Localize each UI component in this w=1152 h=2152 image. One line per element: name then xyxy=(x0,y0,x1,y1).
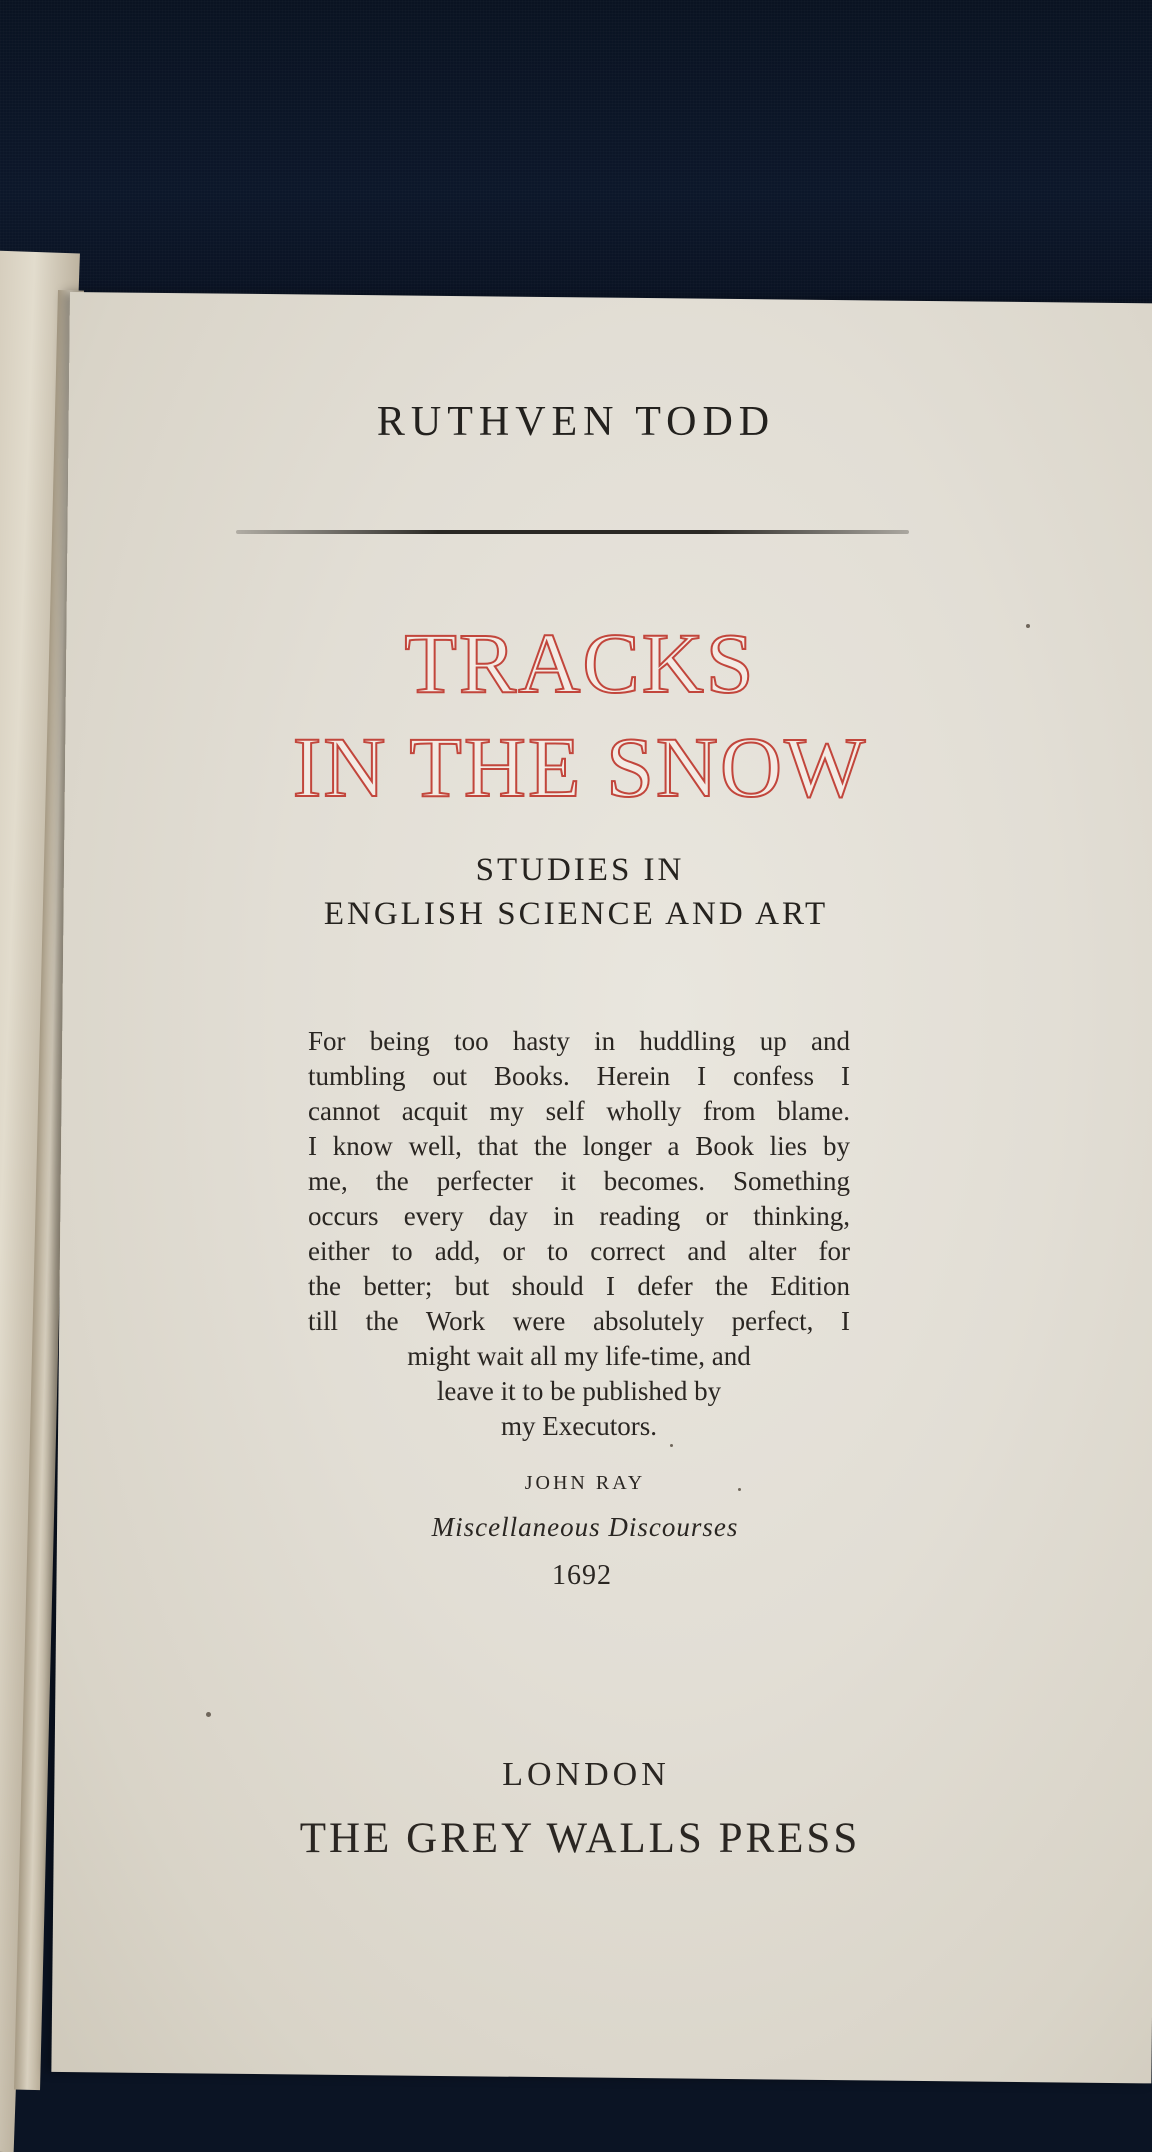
epigraph-author: JOHN RAY xyxy=(524,1472,646,1494)
epigraph-line: occurs every day in reading or thinking, xyxy=(308,1201,850,1231)
book-title-line-1: TRACKS xyxy=(404,615,756,711)
epigraph-line: my Executors. xyxy=(501,1411,657,1441)
epigraph-line: the better; but should I defer the Edition xyxy=(308,1271,850,1301)
paper-speck xyxy=(206,1712,211,1717)
epigraph-line: leave it to be published by xyxy=(436,1376,722,1406)
decorative-rule xyxy=(236,530,909,534)
publication-place: LONDON xyxy=(502,1756,670,1793)
epigraph-line: I know well, that the longer a Book lies by xyxy=(308,1131,850,1161)
publisher-name: THE GREY WALLS PRESS xyxy=(299,1815,861,1862)
paper-speck xyxy=(1026,624,1030,628)
epigraph-line: either to add, or to correct and alter for xyxy=(308,1236,850,1266)
epigraph-line: cannot acquit my self wholly from blame. xyxy=(308,1096,850,1126)
paper-speck xyxy=(670,1444,673,1447)
epigraph-line: me, the perfecter it becomes. Something xyxy=(308,1166,850,1196)
epigraph-work: Miscellaneous Discourses xyxy=(431,1512,739,1542)
subtitle-line-2: ENGLISH SCIENCE AND ART xyxy=(323,896,829,932)
subtitle-line-1: STUDIES IN xyxy=(475,852,685,888)
epigraph-year: 1692 xyxy=(552,1560,612,1591)
book-title-line-2: IN THE SNOW xyxy=(292,719,868,815)
epigraph-line: tumbling out Books. Herein I confess I xyxy=(308,1061,850,1091)
paper-speck xyxy=(738,1488,741,1491)
epigraph-line: till the Work were absolutely perfect, I xyxy=(308,1306,850,1336)
author-name: RUTHVEN TODD xyxy=(376,399,776,445)
epigraph-line: For being too hasty in huddling up and xyxy=(308,1026,850,1056)
epigraph-line: might wait all my life-time, and xyxy=(407,1341,751,1371)
epigraph xyxy=(308,1024,850,1444)
